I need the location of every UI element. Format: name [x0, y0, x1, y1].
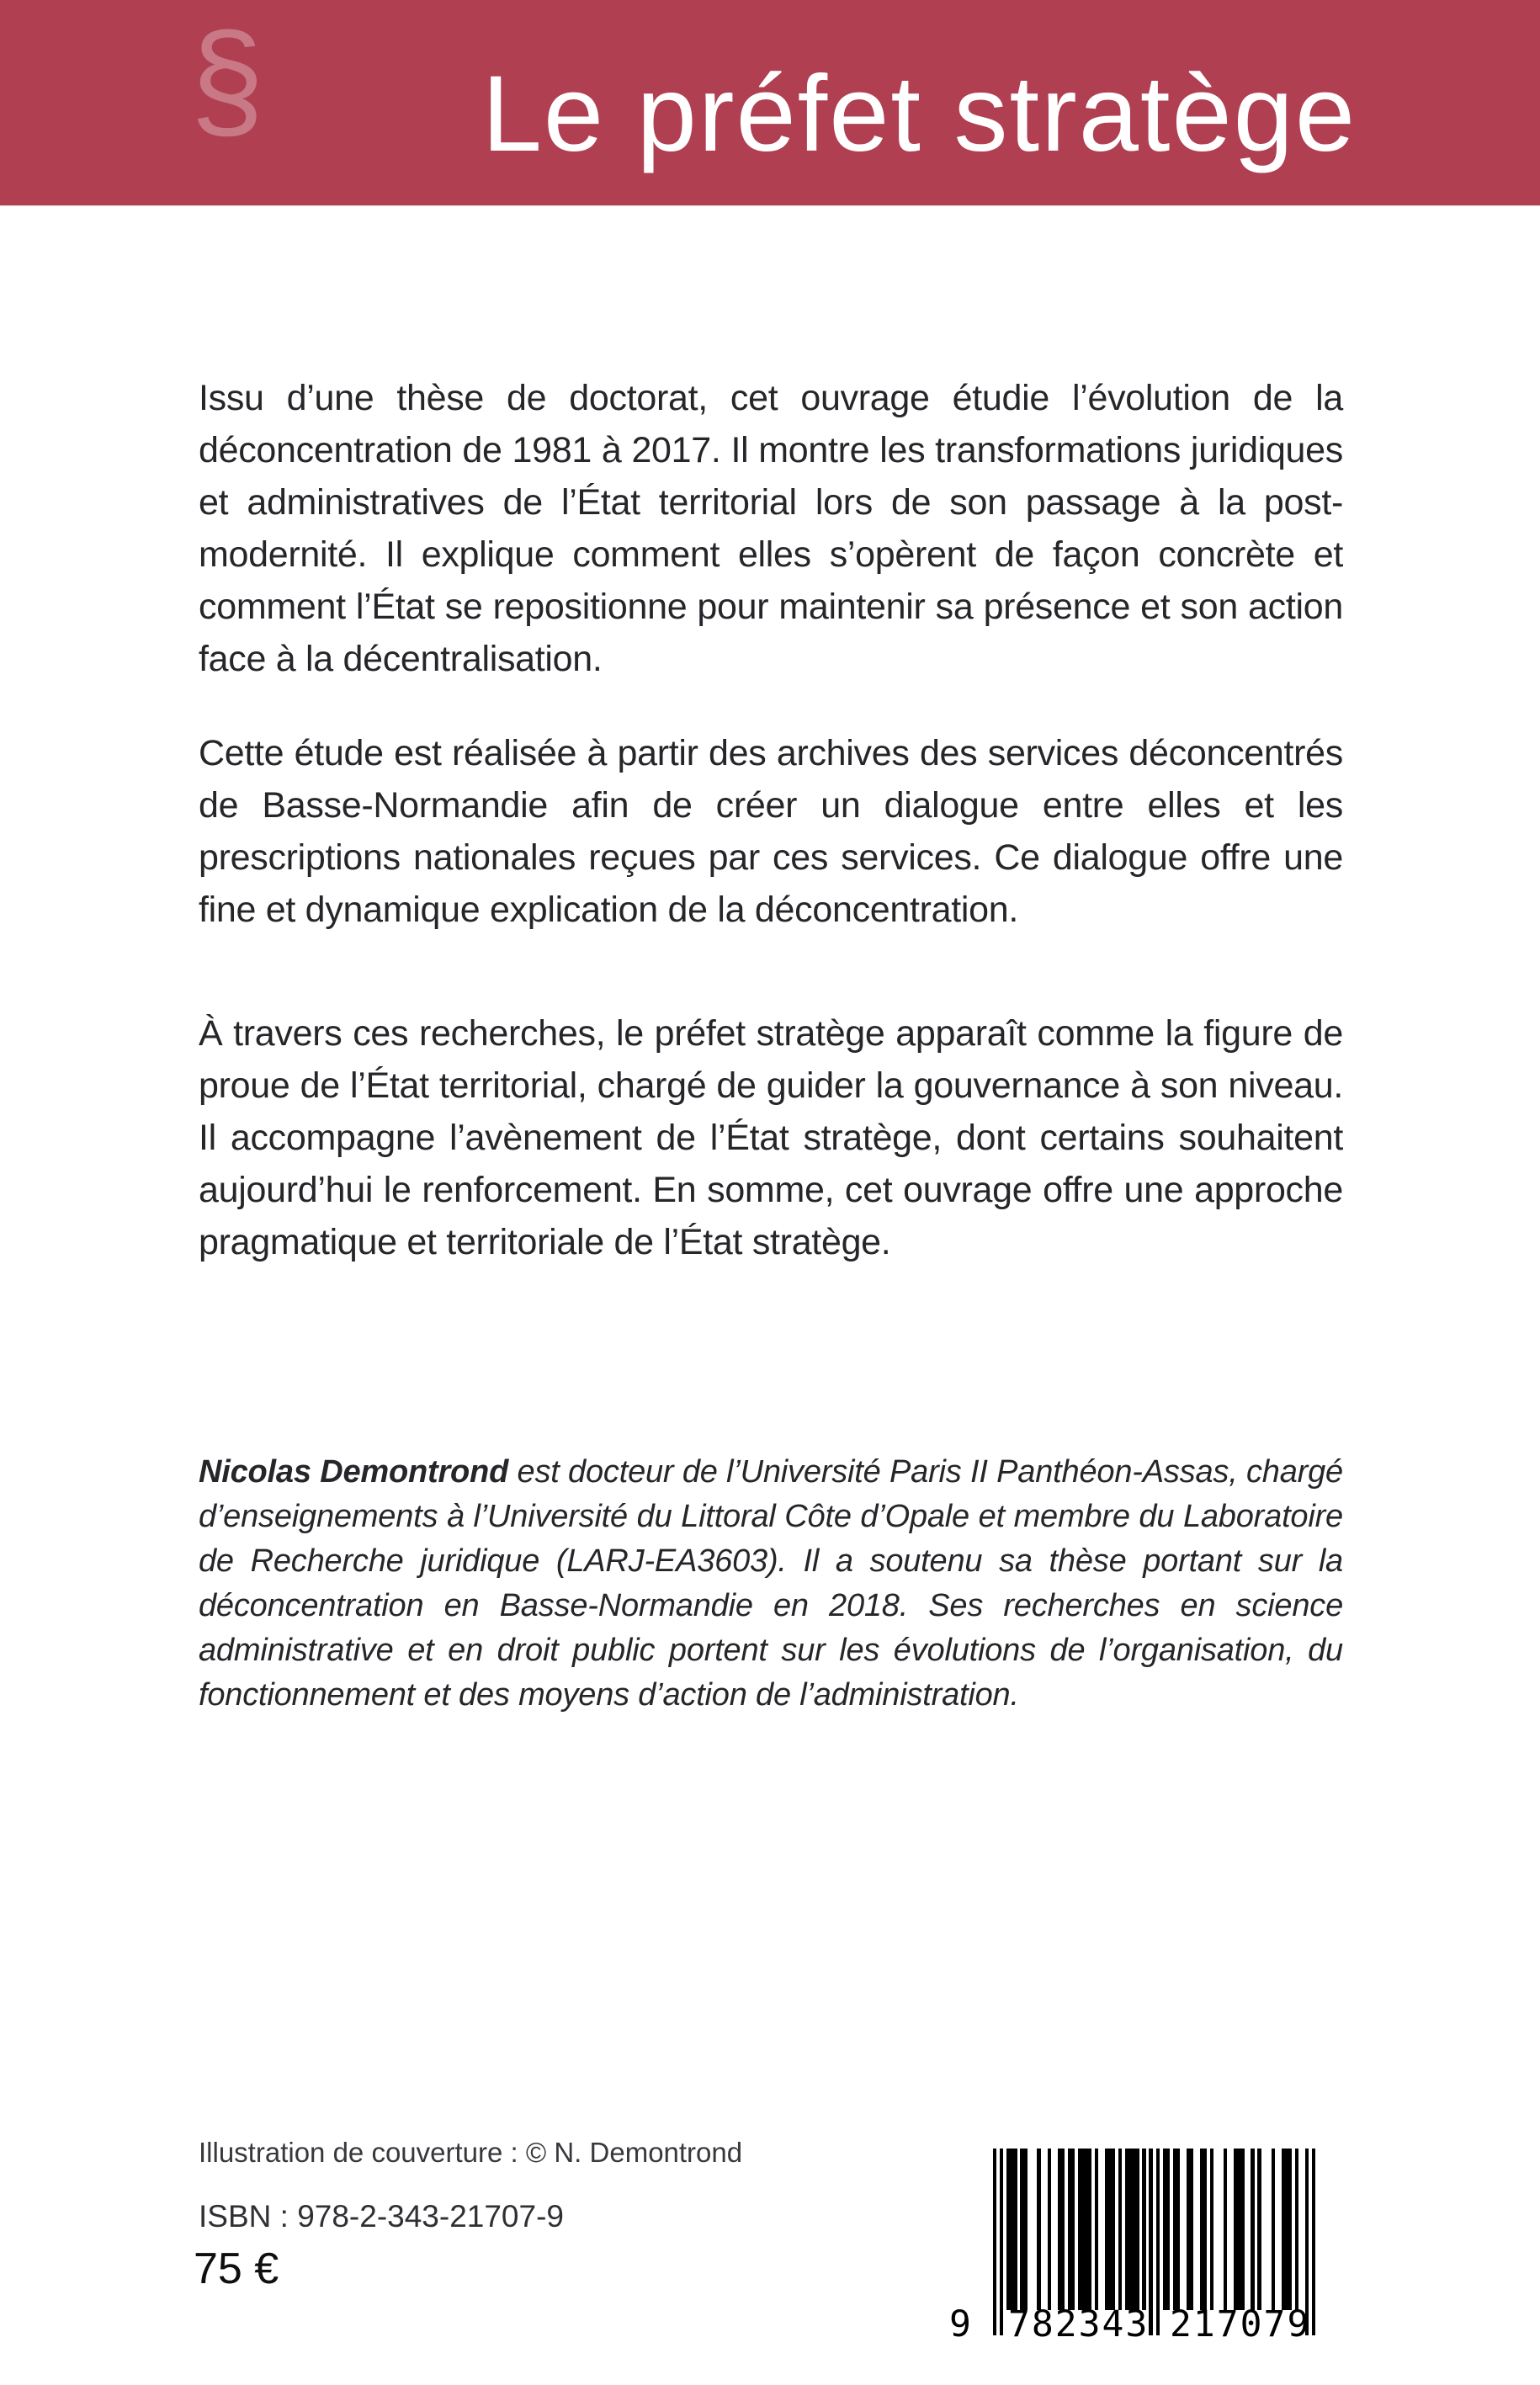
- author-bio-text: est docteur de l’Université Paris II Panthéon-Assas, chargé d’enseignements à l’Université du Littoral Côte d’Opale et membre du Laboratoire de Recherche juridique (LARJ-EA3603). Il a soutenu sa thèse portant sur la déconcentration en Basse-Normandie en 2018. Ses recherches en science administrative et en droit public portent sur les évolutions de l’organisation, du fonctionnement et des moyens d’action de l’administration.: [199, 1454, 1343, 1713]
- barcode: [949, 2149, 1336, 2372]
- barcode-bar: [1068, 2149, 1075, 2310]
- illustration-credit: Illustration de couverture : © N. Demontrond: [199, 2137, 743, 2168]
- barcode-bar: [1078, 2149, 1091, 2310]
- author-name: Nicolas Demontrond: [199, 1454, 509, 1490]
- barcode-digit-first: 9: [949, 2303, 971, 2345]
- barcode-bar: [1200, 2149, 1207, 2310]
- book-title: Le préfet stratège: [481, 54, 1357, 174]
- barcode-bar: [1173, 2149, 1180, 2310]
- synopsis-paragraph-1: Issu d’une thèse de doctorat, cet ouvrage étudie l’évolution de la déconcentration de 1981 à 2017. Il montre les transformations juridiques et administratives de l’État territorial lors de son passage à la post-modernité. Il explique comment elles s’opèrent de façon concrète et comment l’État se repositionne pour maintenir sa présence et son action face à la décentralisation.: [199, 378, 1343, 679]
- barcode-bar: [1000, 2149, 1003, 2335]
- barcode-bar: [1312, 2149, 1315, 2335]
- synopsis-paragraph-2: Cette étude est réalisée à partir des archives des services déconcentrés de Basse-Normandie afin de créer un dialogue entre elles et les prescriptions nationales reçues par ces services. Ce dialogue offre une fine et dynamique explication de la déconcentration.: [199, 733, 1343, 930]
- barcode-bar: [1020, 2149, 1027, 2310]
- barcode-digits-left: 782343: [1008, 2303, 1150, 2345]
- barcode-bar: [1105, 2149, 1115, 2310]
- barcode-digits-right: 217079: [1170, 2303, 1311, 2345]
- barcode-bar: [1142, 2149, 1145, 2310]
- synopsis-paragraph-3: À travers ces recherches, le préfet stratège apparaît comme la figure de proue de l’État territorial, chargé de guider la gouvernance à son niveau. Il accompagne l’avènement de l’État stratège, dont certains souhaitent aujourd’hui le renforcement. En somme, cet ouvrage offre une approche pragmatique et territoriale de l’État stratège.: [199, 1013, 1343, 1262]
- barcode-bar: [1118, 2149, 1122, 2310]
- barcode-bar: [1234, 2149, 1244, 2310]
- barcode-bar: [1163, 2149, 1170, 2310]
- barcode-bar: [1156, 2149, 1160, 2335]
- isbn-text: ISBN : 978-2-343-21707-9: [199, 2199, 564, 2234]
- barcode-bar: [993, 2149, 996, 2335]
- author-bio: [199, 1450, 1343, 1718]
- barcode-bar: [1149, 2149, 1152, 2335]
- barcode-bar: [1187, 2149, 1193, 2310]
- barcode-bar: [1095, 2149, 1098, 2310]
- price-text: 75 €: [194, 2244, 279, 2293]
- barcode-bar: [1282, 2149, 1292, 2310]
- barcode-bar: [1125, 2149, 1139, 2310]
- header-band: [0, 0, 1540, 206]
- section-paragraph-icon: §: [190, 6, 264, 154]
- barcode-bar: [1006, 2149, 1017, 2310]
- barcode-bar: [1210, 2149, 1213, 2310]
- barcode-bar: [1224, 2149, 1227, 2310]
- barcode-bar: [1058, 2149, 1065, 2310]
- barcode-bar: [1048, 2149, 1051, 2310]
- barcode-bar: [1272, 2149, 1275, 2310]
- barcode-bar: [1295, 2149, 1298, 2310]
- barcode-bar: [1037, 2149, 1040, 2310]
- barcode-bar: [1257, 2149, 1261, 2310]
- barcode-bar: [1251, 2149, 1254, 2310]
